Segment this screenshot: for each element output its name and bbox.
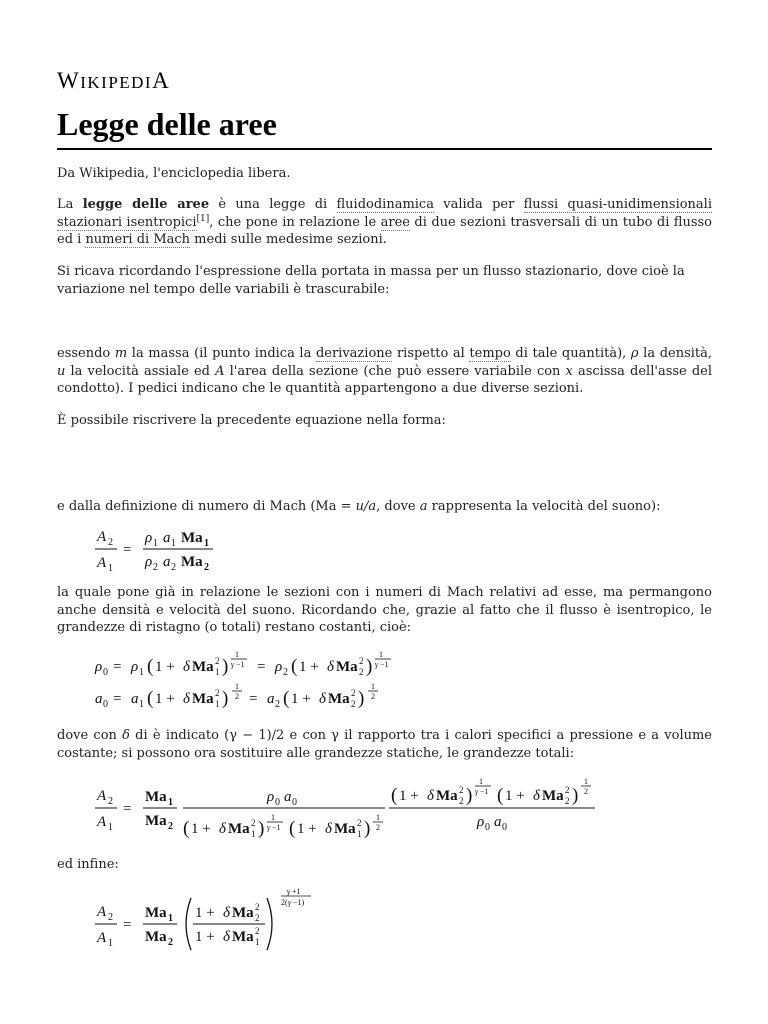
svg-text:0: 0 [103, 699, 108, 710]
link-derivazione[interactable]: derivazione [315, 346, 393, 361]
svg-text:δ: δ [223, 905, 230, 921]
svg-text:a: a [284, 789, 292, 805]
paragraph-delta: dove con δ di è indicato (γ − 1)/2 e con γ il rapporto tra i calori specifici a pressione e a volume costante; si possono ora sostituire alle grandezze statiche, le grandezze totali: [57, 728, 712, 761]
svg-text:0: 0 [502, 822, 507, 833]
svg-text:1: 1 [139, 667, 144, 678]
svg-text:δ: δ [327, 659, 334, 675]
svg-text:2: 2 [359, 667, 364, 677]
svg-text:(: ( [147, 656, 154, 677]
svg-text:a: a [131, 691, 139, 707]
svg-text:A: A [97, 529, 107, 545]
svg-text:1: 1 [479, 777, 483, 786]
svg-text:1: 1 [139, 699, 144, 710]
svg-text:1: 1 [255, 937, 260, 947]
svg-text:1: 1 [376, 813, 380, 822]
svg-text:Ma: Ma [232, 929, 254, 945]
svg-text:δ: δ [183, 691, 190, 707]
svg-text:A: A [97, 555, 107, 571]
equation-final-area-rule [95, 884, 395, 954]
svg-text:=: = [113, 659, 122, 675]
reference-1[interactable]: [1] [196, 213, 210, 224]
svg-text:Ma: Ma [232, 905, 254, 921]
svg-text:−1: −1 [236, 660, 245, 669]
link-fluidodinamica[interactable]: fluidodinamica [336, 197, 434, 212]
svg-text:(: ( [147, 688, 154, 709]
svg-text:0: 0 [275, 797, 280, 808]
svg-text:γ: γ [375, 660, 379, 669]
svg-text:1 +: 1 + [291, 691, 311, 707]
svg-text:2: 2 [351, 688, 356, 698]
link-flussi-isentropici[interactable]: flussi quasi-unidimensionali stazionari isentropici [57, 197, 712, 230]
svg-text:ρ: ρ [131, 659, 139, 675]
page-title: Legge delle aree [57, 104, 712, 150]
tagline: Da Wikipedia, l'enciclopedia libera. [57, 166, 291, 181]
svg-text:): ) [466, 785, 473, 806]
svg-text:Ma: Ma [542, 788, 564, 804]
svg-text:2: 2 [351, 699, 356, 709]
link-numeri-di-mach[interactable]: numeri di Mach [85, 232, 191, 247]
svg-text:Ma: Ma [192, 659, 214, 675]
svg-text:1: 1 [271, 813, 275, 822]
svg-text:2: 2 [359, 656, 364, 666]
svg-text:δ: δ [427, 788, 434, 804]
svg-text:2: 2 [153, 562, 158, 573]
svg-text:=: = [123, 542, 132, 558]
svg-text:2: 2 [108, 796, 113, 807]
svg-text:Ma: Ma [145, 905, 167, 921]
svg-text:2: 2 [204, 562, 209, 573]
svg-text:δ: δ [223, 929, 230, 945]
svg-text:2: 2 [283, 667, 288, 678]
svg-text:ρ: ρ [95, 659, 103, 675]
svg-text:γ: γ [475, 787, 479, 796]
svg-text:γ: γ [287, 887, 291, 896]
svg-text:1 +: 1 + [191, 821, 211, 837]
svg-text:γ: γ [288, 898, 292, 907]
svg-text:1 +: 1 + [155, 659, 175, 675]
intro-paragraph: La legge delle aree è una legge di fluidodinamica valida per flussi quasi-unidimensionali stazionari isentropici[1], che pone in relazione le aree di due sezioni trasversali di un tubo di flusso ed i numeri di Mach medi sulle medesime sezioni. [57, 197, 712, 247]
svg-text:δ: δ [319, 691, 326, 707]
svg-text:): ) [258, 818, 265, 839]
svg-text:1: 1 [108, 563, 113, 574]
svg-text:2: 2 [108, 537, 113, 548]
svg-text:Ma: Ma [336, 659, 358, 675]
svg-text:): ) [364, 818, 371, 839]
svg-text:ρ: ρ [275, 659, 283, 675]
svg-text:1: 1 [584, 777, 588, 786]
svg-text:−1): −1) [293, 898, 305, 907]
svg-text:2: 2 [584, 787, 588, 796]
paragraph-mach: e dalla definizione di numero di Mach (Ma = u/a, dove a rappresenta la velocità del suono): [57, 499, 661, 514]
svg-text:): ) [222, 656, 229, 677]
svg-text:2: 2 [376, 823, 380, 832]
svg-text:Ma: Ma [328, 691, 350, 707]
svg-text:(: ( [391, 785, 398, 806]
equation-total-quantities [95, 770, 615, 840]
svg-text:1 +: 1 + [505, 788, 525, 804]
svg-text:1: 1 [171, 538, 176, 549]
svg-text:Ma: Ma [145, 813, 167, 829]
svg-text:−1: −1 [480, 787, 489, 796]
svg-text:ρ: ρ [145, 554, 153, 570]
svg-text:1: 1 [204, 538, 209, 549]
svg-text:1: 1 [108, 938, 113, 949]
svg-text:2: 2 [168, 821, 173, 832]
svg-text:ρ: ρ [145, 530, 153, 546]
svg-text:−1: −1 [272, 823, 281, 832]
svg-text:A: A [97, 930, 107, 946]
svg-text:2: 2 [459, 796, 464, 806]
svg-text:1: 1 [371, 682, 375, 691]
svg-text:δ: δ [325, 821, 332, 837]
svg-text:2: 2 [565, 796, 570, 806]
svg-text:=: = [123, 801, 132, 817]
svg-text:ρ: ρ [477, 814, 485, 830]
svg-text:(: ( [183, 818, 190, 839]
svg-text:): ) [222, 688, 229, 709]
svg-text:1: 1 [357, 829, 362, 839]
svg-text:2: 2 [108, 912, 113, 923]
svg-text:A: A [97, 814, 107, 830]
wikipedia-wordmark[interactable] [57, 68, 170, 94]
svg-text:2: 2 [357, 818, 362, 828]
svg-text:Ma: Ma [192, 691, 214, 707]
svg-text:a: a [163, 554, 171, 570]
svg-text:Ma: Ma [334, 821, 356, 837]
link-tempo[interactable]: tempo [469, 346, 511, 361]
svg-text:2: 2 [255, 902, 260, 912]
svg-text:2: 2 [255, 926, 260, 936]
svg-text:2(: 2( [281, 898, 288, 907]
svg-text:ρ: ρ [267, 789, 275, 805]
svg-text:1: 1 [235, 650, 239, 659]
wordmark-initial: W [57, 68, 81, 93]
paragraph-essendo: essendo m la massa (il punto indica la derivazione rispetto al tempo di tale quantità), ρ la densità, u la velocità assiale ed A l'area della sezione (che può essere variabile con x ascissa dell'asse del condotto). I pedici indicano che le quantità appartengono a due diverse sezioni. [57, 346, 713, 396]
svg-text:1: 1 [168, 913, 173, 924]
svg-text:2: 2 [371, 692, 375, 701]
svg-text:): ) [358, 688, 365, 709]
svg-text:1 +: 1 + [399, 788, 419, 804]
svg-text:=: = [113, 691, 122, 707]
svg-text:1: 1 [235, 682, 239, 691]
paragraph-ristagno: la quale pone già in relazione le sezioni con i numeri di Mach relativi ad esse, ma permangono anche densità e velocità del suono. Ricordando che, grazie al fatto che il flusso è isentropico, le grandezze di ristagno (o totali) restano costanti, cioè: [57, 585, 712, 635]
svg-text:1: 1 [251, 829, 256, 839]
svg-text:1: 1 [215, 667, 220, 677]
svg-text:1: 1 [168, 797, 173, 808]
svg-text:0: 0 [103, 667, 108, 678]
svg-text:=: = [257, 659, 266, 675]
svg-text:a: a [494, 814, 502, 830]
svg-text:=: = [123, 917, 132, 933]
svg-text:2: 2 [215, 656, 220, 666]
svg-text:2: 2 [168, 937, 173, 948]
svg-text:a: a [95, 691, 103, 707]
svg-text:1 +: 1 + [299, 659, 319, 675]
svg-text:1 +: 1 + [155, 691, 175, 707]
link-aree[interactable]: aree [380, 214, 410, 230]
svg-text:): ) [366, 656, 373, 677]
svg-text:A: A [97, 788, 107, 804]
svg-text:(: ( [289, 818, 296, 839]
svg-text:a: a [267, 691, 275, 707]
wordmark-smallcaps: IKIPEDI [80, 73, 153, 92]
svg-text:δ: δ [183, 659, 190, 675]
bold-term: legge delle aree [82, 197, 210, 212]
svg-text:−1: −1 [380, 660, 389, 669]
svg-text:δ: δ [533, 788, 540, 804]
svg-text:2: 2 [235, 692, 239, 701]
svg-text:): ) [572, 785, 579, 806]
equation-area-ratio [95, 525, 235, 573]
svg-text:+1: +1 [292, 887, 301, 896]
svg-text:1: 1 [215, 699, 220, 709]
svg-text:2: 2 [255, 913, 260, 923]
svg-text:Ma: Ma [145, 789, 167, 805]
svg-text:1: 1 [153, 538, 158, 549]
svg-text:1 +: 1 + [195, 929, 215, 945]
svg-text:Ma: Ma [228, 821, 250, 837]
svg-text:1: 1 [379, 650, 383, 659]
svg-text:=: = [249, 691, 258, 707]
svg-text:1 +: 1 + [297, 821, 317, 837]
wordmark-final: A [152, 68, 171, 93]
svg-text:0: 0 [292, 797, 297, 808]
svg-text:2: 2 [275, 699, 280, 710]
svg-text:Ma: Ma [436, 788, 458, 804]
svg-text:(: ( [291, 656, 298, 677]
svg-text:(: ( [283, 688, 290, 709]
svg-text:A: A [97, 904, 107, 920]
svg-text:Ma: Ma [181, 554, 203, 570]
svg-text:a: a [163, 530, 171, 546]
svg-text:2: 2 [251, 818, 256, 828]
svg-text:1: 1 [108, 822, 113, 833]
paragraph-riscrivere: È possibile riscrivere la precedente equazione nella forma: [57, 413, 446, 428]
svg-text:2: 2 [565, 785, 570, 795]
svg-text:δ: δ [219, 821, 226, 837]
svg-text:Ma: Ma [181, 530, 203, 546]
svg-text:0: 0 [485, 822, 490, 833]
svg-text:2: 2 [459, 785, 464, 795]
svg-text:γ: γ [231, 660, 235, 669]
svg-text:2: 2 [171, 562, 176, 573]
svg-text:γ: γ [267, 823, 271, 832]
svg-text:1 +: 1 + [195, 905, 215, 921]
paragraph-infine: ed infine: [57, 857, 119, 872]
svg-text:Ma: Ma [145, 929, 167, 945]
equation-stagnation [95, 648, 415, 714]
svg-text:2: 2 [215, 688, 220, 698]
svg-text:(: ( [497, 785, 504, 806]
paragraph-portata: Si ricava ricordando l'espressione della portata in massa per un flusso stazionario, dove cioè la variazione nel tempo delle variabili è trascurabile: [57, 264, 685, 297]
